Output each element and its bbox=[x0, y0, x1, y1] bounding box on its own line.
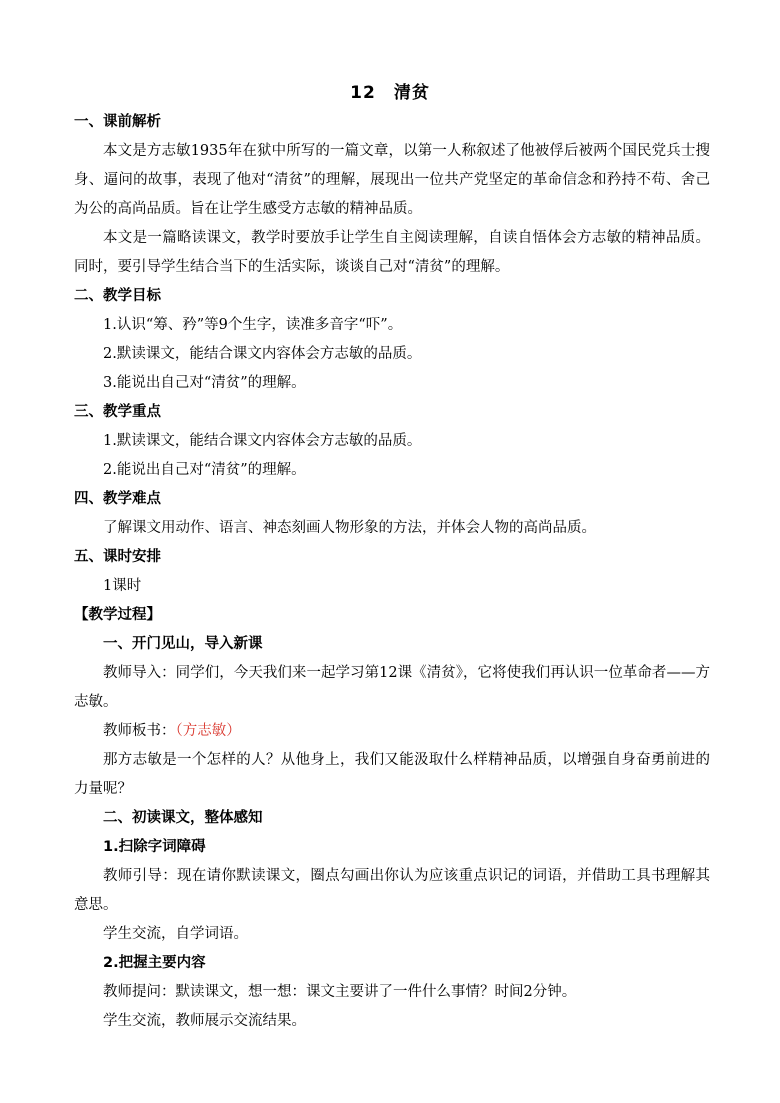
section-heading-process: 【教学过程】 bbox=[74, 607, 161, 623]
paragraph: 学生交流，自学词语。 bbox=[103, 926, 248, 942]
goal-item: 2.默读课文，能结合课文内容体会方志敏的品质。 bbox=[103, 346, 422, 362]
paragraph: 教师引导：现在请你默读课文，圈点勾画出你认为应该重点识记的词语，并借助工具书理解其意思。 bbox=[74, 868, 710, 913]
board-writing-line bbox=[74, 717, 710, 746]
paragraph: 教师提问：默读课文，想一想：课文主要讲了一件什么事情？时间2分钟。 bbox=[103, 984, 577, 1000]
goal-item: 1.认识“筹、矜”等9个生字，读准多音字“吓”。 bbox=[103, 317, 403, 333]
difficulty-item: 了解课文用动作、语言、神态刻画人物形象的方法，并体会人物的高尚品质。 bbox=[103, 520, 596, 536]
paragraph: 教师导入：同学们，今天我们来一起学习第12课《清贫》，它将使我们再认识一位革命者——方志敏。 bbox=[74, 665, 710, 710]
paragraph: 那方志敏是一个怎样的人？从他身上，我们又能汲取什么样精神品质，以增强自身奋勇前进的力量呢？ bbox=[74, 752, 710, 797]
section-heading-analysis: 一、课前解析 bbox=[74, 114, 161, 130]
board-writing-label: 教师板书： bbox=[103, 723, 176, 739]
paragraph: 本文是一篇略读课文，教学时要放手让学生自主阅读理解，自读自悟体会方志敏的精神品质。同时，要引导学生结合当下的生活实际，谈谈自己对“清贫”的理解。 bbox=[74, 230, 710, 275]
step-heading-intro: 一、开门见山，导入新课 bbox=[103, 636, 263, 652]
paragraph: 学生交流，教师展示交流结果。 bbox=[103, 1013, 306, 1029]
sub-heading-main-content: 2.把握主要内容 bbox=[103, 955, 206, 971]
section-heading-key-points: 三、教学重点 bbox=[74, 404, 161, 420]
document-body bbox=[74, 108, 710, 1036]
schedule-item: 1课时 bbox=[103, 578, 142, 594]
board-writing-content: （方志敏） bbox=[175, 723, 241, 739]
sub-heading-vocabulary: 1.扫除字词障碍 bbox=[103, 839, 206, 855]
goal-item: 3.能说出自己对“清贫”的理解。 bbox=[103, 375, 306, 391]
key-point-item: 2.能说出自己对“清贫”的理解。 bbox=[103, 462, 306, 478]
paragraph: 本文是方志敏1935年在狱中所写的一篇文章，以第一人称叙述了他被俘后被两个国民党兵士搜身、逼问的故事，表现了他对“清贫”的理解，展现出一位共产党坚定的革命信念和矜持不苟、舍己为公的高尚品质。旨在让学生感受方志敏的精神品质。 bbox=[74, 143, 710, 217]
page-title: 12 清贫 bbox=[350, 83, 430, 103]
section-heading-difficulties: 四、教学难点 bbox=[74, 491, 161, 507]
key-point-item: 1.默读课文，能结合课文内容体会方志敏的品质。 bbox=[103, 433, 422, 449]
section-heading-schedule: 五、课时安排 bbox=[74, 549, 161, 565]
step-heading-first-read: 二、初读课文，整体感知 bbox=[103, 810, 263, 826]
section-heading-goals: 二、教学目标 bbox=[74, 288, 161, 304]
